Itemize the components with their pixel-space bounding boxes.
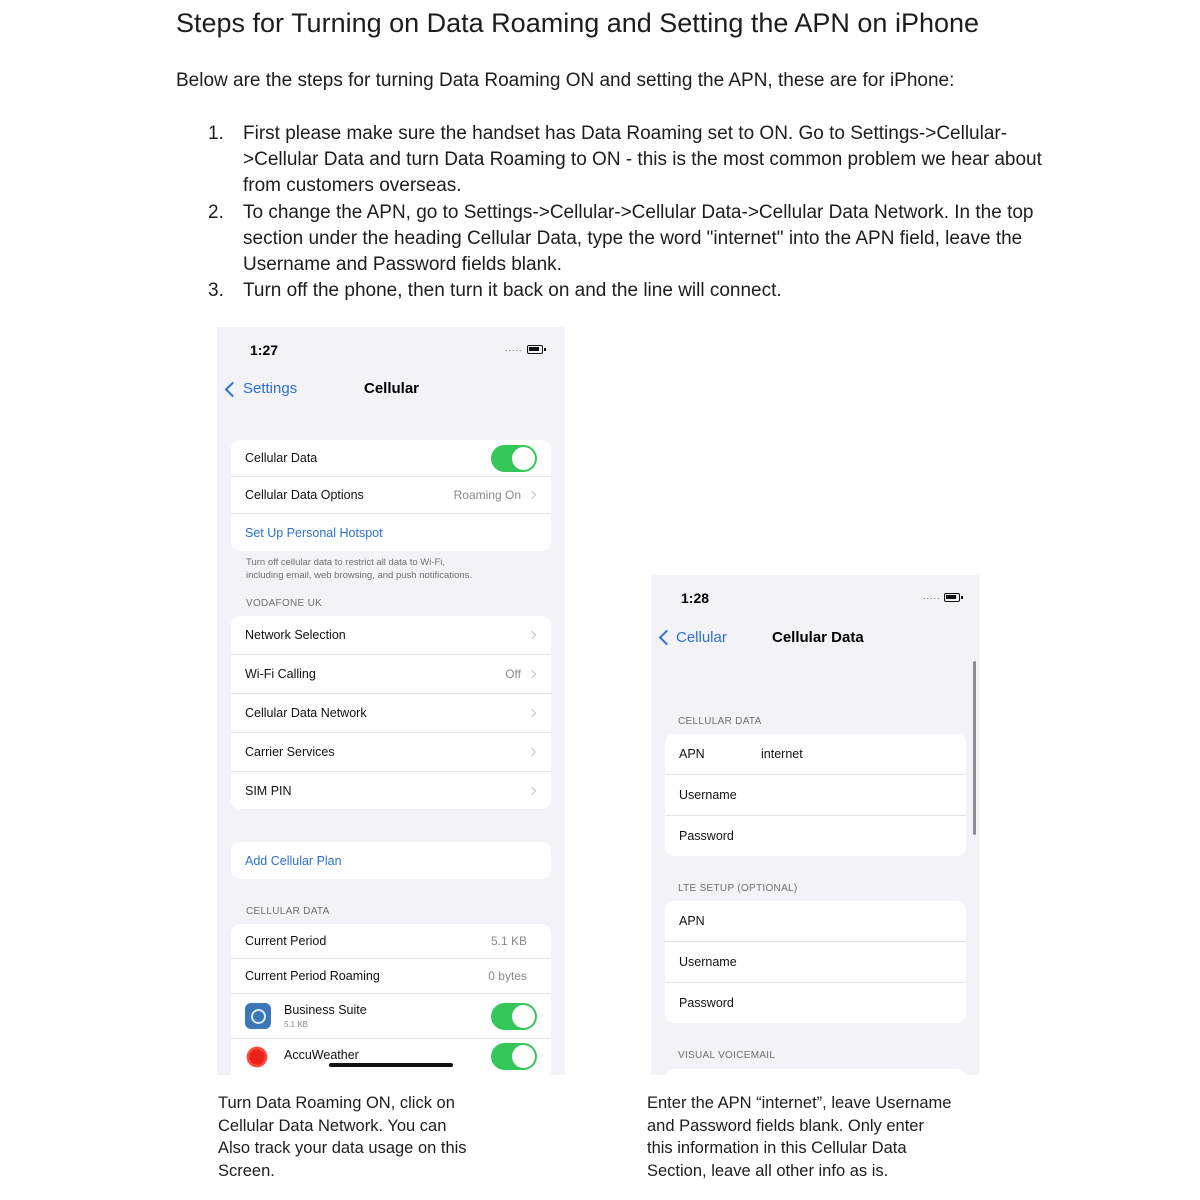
visual-voicemail-group: [665, 1069, 966, 1075]
signal-dots-icon: .....: [505, 343, 523, 353]
accuweather-sun-icon: [245, 1045, 269, 1069]
usage-group: [231, 924, 551, 1075]
right-caption: [647, 1092, 977, 1182]
current-period-roaming-row: [231, 959, 551, 994]
left-caption: [218, 1092, 518, 1182]
business-suite-toggle[interactable]: [491, 1003, 537, 1030]
visual-voicemail-header: VISUAL VOICEMAIL: [678, 1050, 776, 1061]
app-name: Business Suite: [284, 1003, 367, 1017]
status-time: 1:28: [681, 590, 710, 606]
personal-hotspot-row[interactable]: [231, 514, 551, 551]
password-field-row[interactable]: [665, 816, 966, 856]
lte-password-field-row[interactable]: [665, 983, 966, 1023]
caption-line: and Password fields blank. Only enter: [647, 1116, 924, 1135]
carrier-group: [231, 616, 551, 809]
chevron-right-icon: [528, 786, 536, 794]
cellular-data-group: [231, 440, 551, 551]
info-caption: Turn off cellular data to restrict all data to Wi-Fi,: [246, 557, 446, 568]
lte-setup-fields: [665, 901, 966, 1023]
chevron-right-icon: [528, 491, 536, 499]
chevron-right-icon: [528, 670, 536, 678]
apn-input-value[interactable]: internet: [761, 747, 803, 761]
step-item: [208, 200, 1048, 279]
cellular-data-network-row[interactable]: [231, 694, 551, 733]
step-number: 3.: [208, 280, 224, 302]
chevron-right-icon: [528, 748, 536, 756]
step-text: First please make sure the handset has Data Roaming set to ON. Go to Settings->Cellular->Cellular Data and turn Data Roaming to ON - this is the most common problem we hear about from customers overseas.: [243, 123, 1042, 197]
row-label: Cellular Data: [245, 451, 318, 465]
step-item: [208, 278, 1048, 304]
chevron-right-icon: [528, 709, 536, 717]
field-label: APN: [679, 914, 705, 928]
current-period-row: [231, 924, 551, 959]
row-label: Set Up Personal Hotspot: [245, 525, 383, 540]
nav-title: Cellular Data: [772, 629, 864, 646]
info-caption: including email, web browsing, and push notifications.: [246, 570, 473, 581]
app-usage: 5.1 KB: [284, 1020, 309, 1029]
carrier-services-row[interactable]: [231, 733, 551, 772]
app-row-business-suite[interactable]: [231, 994, 551, 1039]
row-label: SIM PIN: [245, 783, 292, 798]
caption-line: this information in this Cellular Data: [647, 1139, 907, 1157]
back-button-settings[interactable]: Settings: [243, 380, 298, 397]
caption-line: Turn Data Roaming ON, click on: [218, 1094, 455, 1112]
wifi-calling-row[interactable]: [231, 655, 551, 694]
apn-field-row[interactable]: [665, 734, 966, 775]
sim-pin-row[interactable]: [231, 772, 551, 809]
cellular-data-toggle[interactable]: [491, 445, 537, 472]
row-value: Off: [505, 667, 521, 681]
cellular-data-options-row[interactable]: [231, 477, 551, 514]
back-button-cellular[interactable]: Cellular: [676, 629, 727, 646]
caption-line: Section, leave all other info as is.: [647, 1161, 889, 1180]
step-item: [208, 121, 1048, 200]
battery-icon: [527, 345, 543, 354]
add-plan-group: [231, 842, 551, 879]
cellular-data-fields: [665, 734, 966, 856]
document-title: Steps for Turning on Data Roaming and Setting the APN on iPhone: [176, 8, 980, 38]
network-selection-row[interactable]: [231, 616, 551, 655]
nav-title: Cellular: [364, 380, 420, 397]
battery-icon: [944, 593, 960, 602]
chevron-right-icon: [528, 631, 536, 639]
field-label: APN: [679, 747, 705, 761]
status-time: 1:27: [250, 342, 279, 358]
step-number: 1.: [208, 123, 224, 144]
back-chevron-icon[interactable]: [659, 630, 675, 646]
step-text: Turn off the phone, then turn it back on and the line will connect.: [243, 280, 782, 302]
intro-paragraph: Below are the steps for turning Data Roaming ON and setting the APN, these are for iPhone:: [176, 70, 955, 91]
signal-dots-icon: .....: [923, 591, 941, 601]
caption-line: Enter the APN “internet”, leave Username: [647, 1094, 952, 1112]
usage-header: CELLULAR DATA: [246, 906, 330, 917]
field-label: Password: [679, 829, 734, 843]
row-label: Cellular Data Options: [245, 488, 364, 502]
cellular-data-row[interactable]: [231, 440, 551, 477]
row-label: Wi-Fi Calling: [245, 667, 316, 681]
steps-list: [208, 121, 1048, 304]
row-value: Roaming On: [453, 488, 521, 502]
step-number: 2.: [208, 201, 224, 223]
lte-setup-header: LTE SETUP (OPTIONAL): [678, 883, 798, 894]
caption-line: Cellular Data Network. You can: [218, 1116, 447, 1135]
row-label: Add Cellular Plan: [245, 853, 342, 868]
caption-line: Screen.: [218, 1161, 275, 1180]
row-label: Current Period: [245, 934, 327, 948]
row-label: Carrier Services: [245, 745, 335, 759]
cellular-data-header: CELLULAR DATA: [678, 716, 762, 727]
carrier-header: VODAFONE UK: [246, 598, 323, 609]
home-indicator: [329, 1063, 453, 1067]
business-suite-app-icon: [245, 1003, 271, 1029]
field-label: Password: [679, 996, 734, 1010]
cellular-data-network-screenshot: [651, 575, 979, 1075]
row-label: Current Period Roaming: [245, 969, 380, 983]
row-label: Cellular Data Network: [245, 706, 367, 720]
caption-line: Also track your data usage on this: [218, 1139, 467, 1157]
accuweather-toggle[interactable]: [491, 1043, 537, 1070]
username-field-row[interactable]: [665, 775, 966, 816]
lte-apn-field-row[interactable]: [665, 901, 966, 942]
scrollbar[interactable]: [973, 661, 976, 835]
app-row-accuweather[interactable]: [231, 1039, 551, 1075]
app-name: AccuWeather: [284, 1048, 359, 1062]
add-cellular-plan-row[interactable]: [231, 842, 551, 879]
row-value: 5.1 KB: [490, 934, 527, 948]
lte-username-field-row[interactable]: [665, 942, 966, 983]
field-label: Username: [679, 955, 737, 969]
cellular-settings-screenshot: [217, 327, 565, 1075]
step-text: To change the APN, go to Settings->Cellular->Cellular Data->Cellular Data Network. In the top section under the heading Cellular Data, type the word "internet" into the APN field, leave the Username and Password fields blank.: [243, 201, 1034, 276]
row-label: Network Selection: [245, 628, 346, 642]
field-label: Username: [679, 788, 737, 802]
row-value: 0 bytes: [488, 969, 527, 983]
back-chevron-icon[interactable]: [225, 382, 241, 398]
